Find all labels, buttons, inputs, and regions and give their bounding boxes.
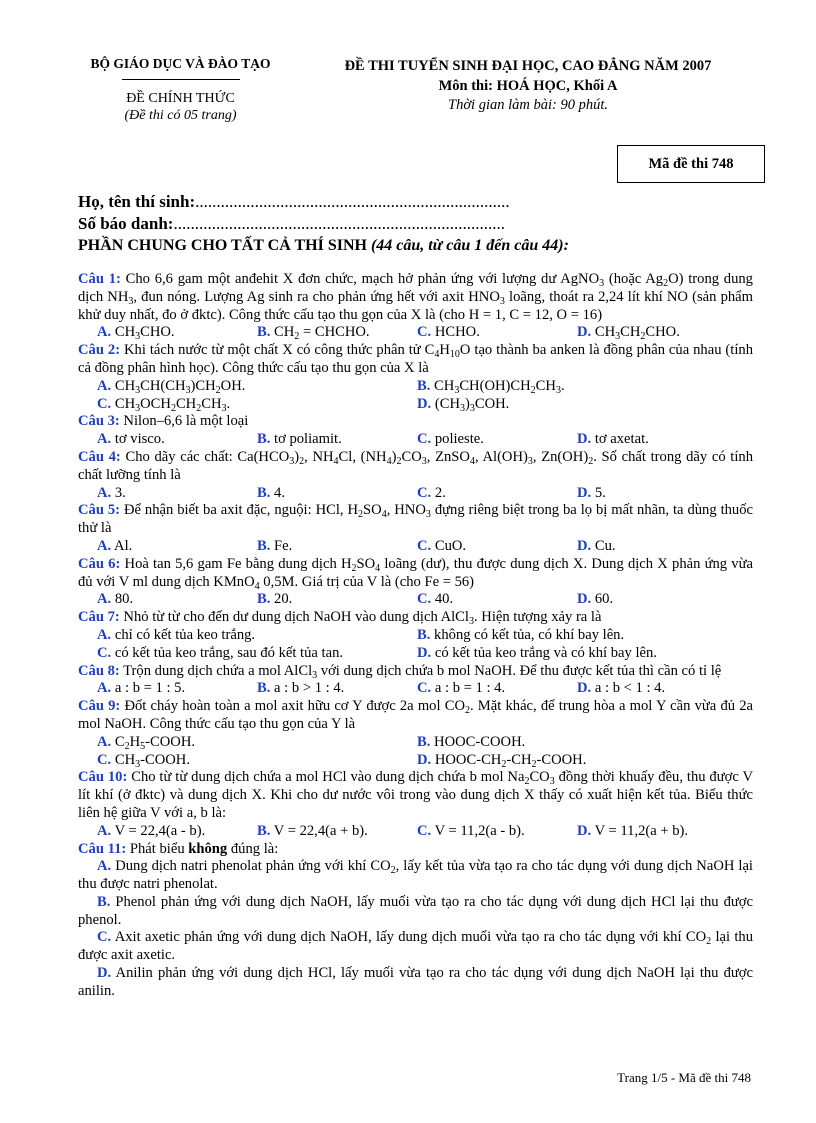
official-label: ĐỀ CHÍNH THỨC [126, 91, 235, 106]
question-5: Câu 5: Để nhận biết ba axit đặc, nguội: HCl, $H_2SO_4$, $HNO_3$ đựng riêng biệt trong ba lọ bị mất nhãn, ta dùng thuốc thử là [78, 502, 754, 537]
section-title [78, 237, 569, 255]
option-d[interactable]: D. a : b < 1 : 4. [577, 680, 666, 697]
candidate-name-dots: .......................................................................... [195, 192, 510, 211]
question-6: Câu 6: Hoà tan 5,6 gam Fe bằng dung dịch $H_2SO_4$ loãng (dư), thu được dung dịch X. Dung dịch X phản ứng vừa đủ với V ml dung dịch KMnO$_4$ 0,5M. Giá trị của V là (cho Fe = 56) [78, 555, 753, 592]
option-d[interactable]: D. HOOC-$CH_2-CH_2$-COOH. [417, 751, 587, 770]
question-number: Câu 6: [78, 555, 121, 572]
section-note: (44 câu, từ câu 1 đến câu 44): [370, 237, 569, 254]
option-d[interactable]: D. 60. [577, 591, 614, 608]
option-c[interactable]: C. V = 11,2(a - b). [417, 822, 525, 839]
question-3: Câu 3: Nilon–6,6 là một loại [78, 413, 249, 430]
option-c[interactable]: C. $CH_3OCH_2CH_2CH_3$. [97, 395, 231, 414]
option-d[interactable]: D. 5. [577, 484, 606, 501]
option-a[interactable]: A. $C_2H_5$-COOH. [97, 733, 196, 752]
question-2: Câu 2: Khi tách nước từ một chất X có công thức phân tử $C_4H_{10}O$ tạo thành ba anken là đồng phân của nhau (tính cả đồng phân hình học). Công thức cấu tạo thu gọn của X là [78, 342, 753, 376]
option-b[interactable]: B. 20. [257, 591, 293, 608]
option-d[interactable]: D. $(CH_3)_3COH$. [417, 395, 510, 414]
options-q5 [78, 538, 753, 556]
pages-note: (Đề thi có 05 trang) [124, 108, 237, 123]
question-number: Câu 5: [78, 502, 121, 519]
option-a[interactable]: A. tơ visco. [97, 431, 165, 448]
option-b[interactable]: B. tơ poliamit. [257, 431, 342, 448]
option-b[interactable]: B. V = 22,4(a + b). [257, 822, 368, 839]
options-q7-row2 [78, 645, 753, 663]
question-8: Câu 8: Trộn dung dịch chứa a mol AlCl$_3$ với dung dịch chứa b mol NaOH. Để thu được kết tủa thì cần có tỉ lệ [78, 662, 722, 681]
option-c[interactable]: C. 2. [417, 484, 446, 501]
question-11: Câu 11: Phát biểu không đúng là: [78, 840, 279, 857]
options-q3 [78, 431, 753, 449]
option-b[interactable]: B. $CH_2$ = CHCHO. [257, 324, 370, 343]
candidate-id-label: Số báo danh: [78, 214, 174, 233]
options-q9-row2 [78, 752, 753, 770]
option-d[interactable]: D. $CH_3CH_2CHO$. [577, 324, 680, 343]
option-c[interactable]: C. có kết tủa keo trắng, sau đó kết tủa tan. [97, 644, 344, 661]
option-a[interactable]: A. chỉ có kết tủa keo trắng. [97, 626, 256, 643]
question-7: Câu 7: Nhỏ từ từ cho đến dư dung dịch NaOH vào dung dịch AlCl$_3$. Hiện tượng xảy ra là [78, 609, 602, 628]
options-q8 [78, 680, 753, 698]
question-number: Câu 3: [78, 413, 120, 430]
question-4: Câu 4: Cho dãy các chất: $Ca(HCO_3)_2$, $NH_4Cl$, $(NH_4)_2CO_3$, ZnSO$_4$, $Al(OH)_3$, $Zn(OH)_2$. Số chất trong dãy có tính chất lưỡng tính là [78, 448, 753, 483]
option-b[interactable]: B. HOOC-COOH. [417, 733, 526, 750]
option-b[interactable]: B. không có kết tủa, có khí bay lên. [417, 626, 625, 643]
exam-duration: Thời gian làm bài: 90 phút. [448, 97, 608, 113]
exam-code-box: Mã đề thi 748 [617, 145, 765, 183]
options-q10 [78, 823, 753, 841]
option-d[interactable]: D. Cu. [577, 537, 616, 554]
header-left [78, 56, 283, 124]
options-q2-row1 [78, 378, 753, 396]
option-d[interactable]: D. tơ axetat. [577, 431, 649, 448]
option-a[interactable]: A. Al. [97, 537, 133, 554]
options-q9-row1 [78, 734, 753, 752]
candidate-id-dots: .............................................................................. [173, 214, 505, 233]
question-number: Câu 9: [78, 698, 121, 715]
question-number: Câu 2: [78, 342, 121, 359]
option-d[interactable]: D. Anilin phản ứng với dung dịch HCl, lấy muối vừa tạo ra cho tác dụng với dung dịch NaOH lại thu được anilin. [78, 965, 753, 999]
questions-body [78, 271, 753, 1001]
question-number: Câu 1: [78, 271, 121, 287]
options-q7-row1 [78, 627, 753, 645]
ministry-name: BỘ GIÁO DỤC VÀ ĐÀO TẠO [90, 56, 271, 71]
option-d[interactable]: D. V = 11,2(a + b). [577, 822, 689, 839]
question-number: Câu 8: [78, 662, 120, 679]
option-a[interactable]: A. V = 22,4(a - b). [97, 822, 206, 839]
option-c[interactable]: C. CuO. [417, 537, 467, 554]
header-divider [122, 79, 240, 80]
option-b[interactable]: B. Fe. [257, 537, 293, 554]
question-number: Câu 11: [78, 840, 127, 857]
option-a[interactable]: A. 80. [97, 591, 134, 608]
options-q2-row2 [78, 396, 753, 414]
option-c[interactable]: C. polieste. [417, 431, 484, 448]
question-number: Câu 10: [78, 769, 128, 786]
option-b[interactable]: B. Phenol phản ứng với dung dịch NaOH, lấy muối vừa tạo ra cho tác dụng với dung dịch HCl lại thu được phenol. [78, 893, 753, 928]
option-a[interactable]: A. 3. [97, 484, 126, 501]
option-b[interactable]: B. $CH_3CH(OH)CH_2CH_3$. [417, 377, 565, 396]
option-a[interactable]: A. Dung dịch natri phenolat phản ứng với khí $CO_2$, lấy kết tủa vừa tạo ra cho tác dụng với dung dịch NaOH lại thu được natri phenolat. [78, 858, 753, 893]
candidate-name-label: Họ, tên thí sinh: [78, 192, 196, 211]
options-q4 [78, 485, 753, 503]
exam-subject: Môn thi: HOÁ HỌC, Khối A [438, 78, 618, 94]
question-9: Câu 9: Đốt cháy hoàn toàn a mol axit hữu cơ Y được 2a mol $CO_2$. Mặt khác, để trung hòa a mol Y cần vừa đủ 2a mol NaOH. Công thức cấu tạo thu gọn của Y là [78, 698, 753, 732]
options-q6 [78, 591, 753, 609]
header-right [318, 56, 738, 114]
page-footer: Trang 1/5 - Mã đề thi 748 [617, 1070, 751, 1085]
option-d[interactable]: D. có kết tủa keo trắng và có khí bay lên. [417, 644, 657, 661]
section-title-text: PHẦN CHUNG CHO TẤT CẢ THÍ SINH [78, 237, 367, 254]
option-c[interactable]: C. 40. [417, 591, 454, 608]
option-a[interactable]: A. $CH_3CH(CH_3)CH_2OH$. [97, 377, 246, 396]
candidate-name-field [78, 192, 510, 212]
option-c[interactable]: C. a : b = 1 : 4. [417, 680, 506, 697]
option-b[interactable]: B. 4. [257, 484, 285, 501]
question-number: Câu 4: [78, 448, 121, 465]
option-b[interactable]: B. a : b > 1 : 4. [257, 680, 345, 697]
option-a[interactable]: A. a : b = 1 : 5. [97, 680, 186, 697]
option-a[interactable]: A. $CH_3CHO$. [97, 324, 175, 343]
candidate-id-field [78, 214, 505, 234]
option-c[interactable]: C. $CH_3$-COOH. [97, 751, 190, 770]
question-10: Câu 10: Cho từ từ dung dịch chứa a mol HCl vào dung dịch chứa b mol $Na_2CO_3$ đồng thời khuấy đều, thu được V lít khí (ở đktc) và dung dịch X. Khi cho dư nước vôi trong vào dung dịch X thấy có xuất hiện kết tủa. Biểu thức liên hệ giữa V với a, b là: [78, 769, 754, 821]
question-1: Câu 1: Cho 6,6 gam một anđehit X đơn chức, mạch hở phản ứng với lượng dư AgNO$_3$ (hoặc $Ag_2O$) trong dung dịch $NH_3$, đun nóng. Lượng Ag sinh ra cho phản ứng hết với axit $HNO_3$ loãng, thoát ra 2,24 lít khí NO (sản phẩm khử duy nhất, đo ở đktc). Công thức cấu tạo thu gọn của X là (cho H = 1, C = 12, O = 16) [78, 271, 753, 323]
question-number: Câu 7: [78, 609, 120, 626]
option-c[interactable]: C. HCHO. [417, 324, 480, 341]
options-q1 [78, 324, 753, 342]
option-c[interactable]: C. Axit axetic phản ứng với dung dịch NaOH, lấy dung dịch muối vừa tạo ra cho tác dụng với khí $CO_2$ lại thu được axit axetic. [78, 929, 753, 964]
exam-title: ĐỀ THI TUYỂN SINH ĐẠI HỌC, CAO ĐẲNG NĂM 2007 [344, 58, 712, 74]
